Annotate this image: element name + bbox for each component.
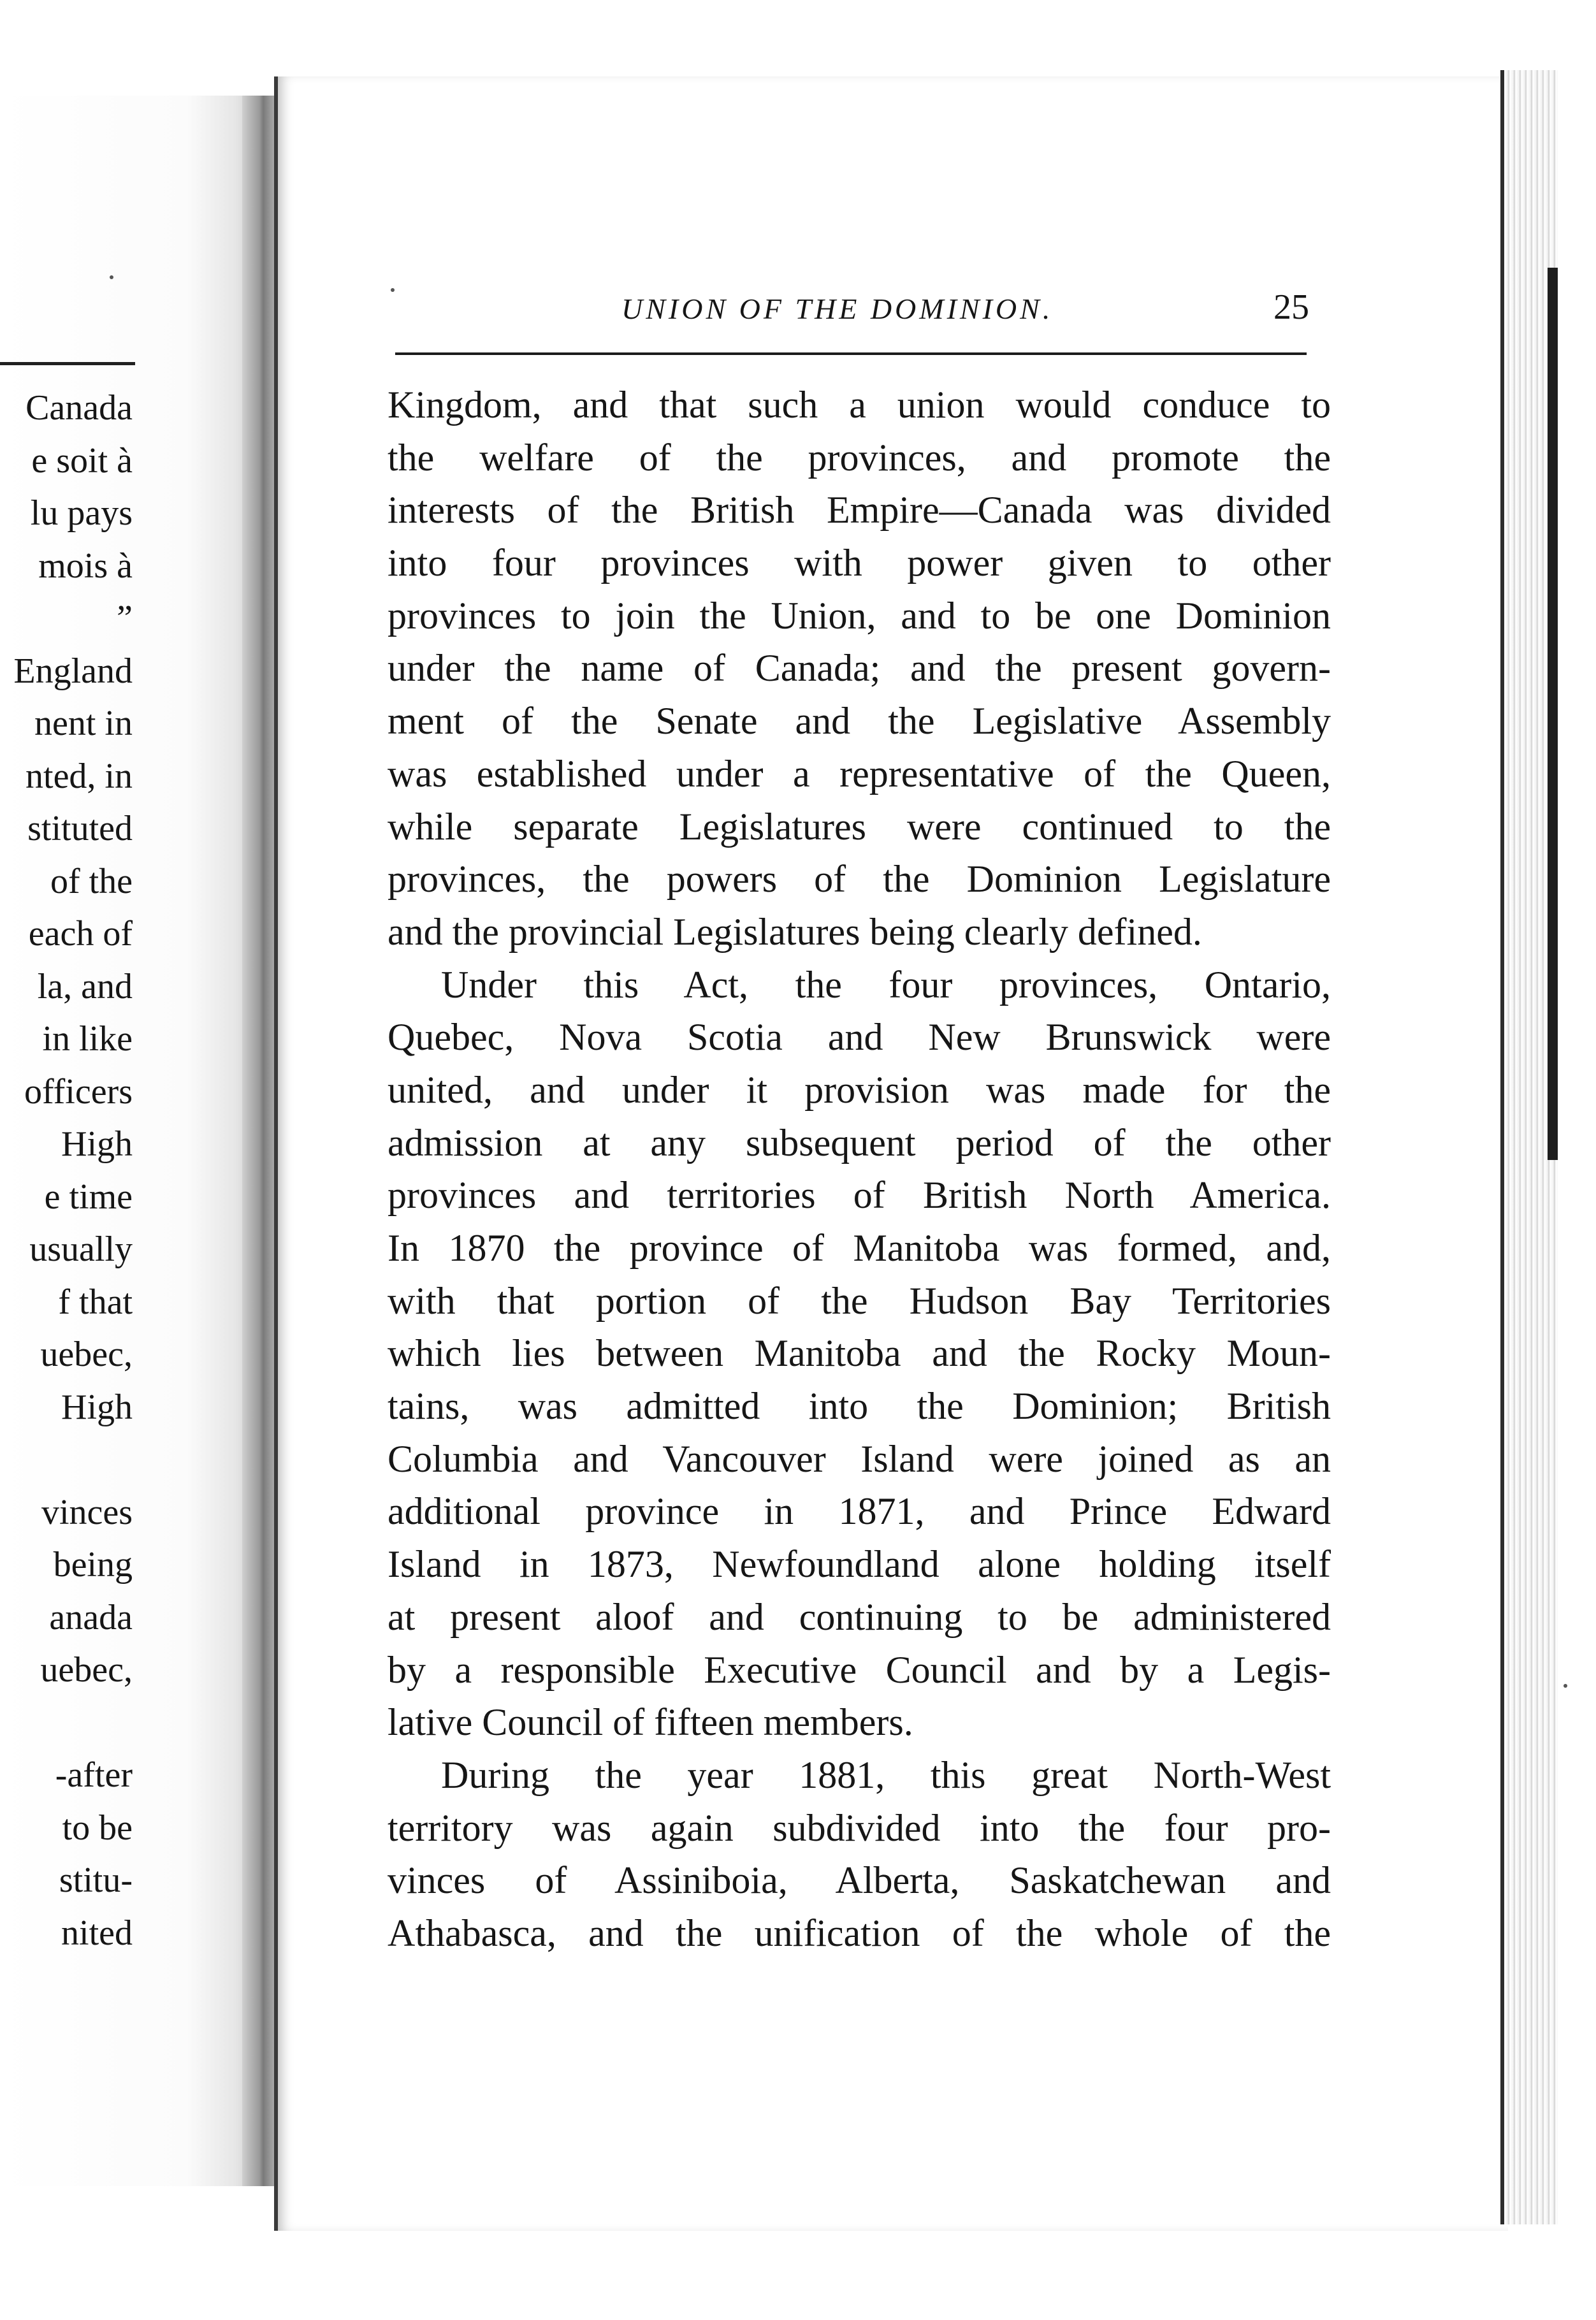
text-line: ment of the Senate and the Legislative Assembly [388, 700, 1331, 743]
text-line: which lies between Manitoba and the Rocky Moun- [388, 1332, 1331, 1375]
left-page-line: uebec, [40, 1335, 133, 1374]
header-rule [395, 352, 1307, 355]
left-page-line: la, and [37, 966, 133, 1006]
left-page-line: of the [50, 861, 133, 901]
text-line: Under this Act, the four provinces, Ontario, [441, 963, 1331, 1006]
left-page-line: e time [44, 1177, 133, 1217]
text-line: additional province in 1871, and Prince Edward [388, 1490, 1331, 1533]
left-page-line: High [61, 1124, 133, 1164]
left-page-line: High [61, 1387, 133, 1427]
text-line: under the name of Canada; and the present govern- [388, 647, 1331, 690]
left-page-line: mois à [38, 546, 133, 586]
text-line: During the year 1881, this great North-West [441, 1753, 1331, 1796]
text-line: and the provincial Legislatures being clearly defined. [388, 910, 1202, 953]
left-facing-page [0, 96, 268, 2186]
running-title: UNION OF THE DOMINION. [621, 293, 1054, 325]
left-page-line: ” [117, 598, 133, 638]
left-page-line: nited [61, 1913, 133, 1953]
left-page-line: Canada [25, 388, 133, 428]
speck [1563, 1684, 1567, 1688]
left-page-line: stitu- [59, 1860, 133, 1900]
text-line: lative Council of fifteen members. [388, 1701, 913, 1744]
left-page-line: anada [49, 1597, 133, 1637]
left-page-line: f that [58, 1282, 133, 1322]
left-page-line: England [13, 651, 133, 691]
text-line: tains, was admitted into the Dominion; British [388, 1385, 1331, 1428]
text-line: united, and under it provision was made for the [388, 1068, 1331, 1111]
paragraph [388, 959, 1331, 1749]
left-header-rule [0, 362, 135, 365]
text-line: provinces to join the Union, and to be one Dominion [388, 594, 1331, 637]
left-page-line: nent in [34, 704, 133, 743]
text-line: In 1870 the province of Manitoba was formed, and, [388, 1227, 1331, 1269]
left-page-line: vinces [41, 1492, 133, 1532]
left-page-line: lu pays [30, 493, 133, 533]
text-line: at present aloof and continuing to be administered [388, 1595, 1331, 1638]
text-line: vinces of Assiniboia, Alberta, Saskatchewan and [388, 1859, 1331, 1902]
left-page-line: uebec, [40, 1650, 133, 1690]
text-line: the welfare of the provinces, and promote the [388, 436, 1331, 479]
text-line: provinces, the powers of the Dominion Legislature [388, 858, 1331, 901]
text-line: admission at any subsequent period of the other [388, 1121, 1331, 1164]
left-page-line: in like [42, 1019, 133, 1059]
text-line: while separate Legislatures were continued to the [388, 805, 1331, 848]
text-line: Kingdom, and that such a union would conduce to [388, 384, 1331, 426]
left-page-line: nted, in [25, 756, 133, 796]
text-line: Columbia and Vancouver Island were joined as an [388, 1437, 1331, 1480]
text-line: provinces and territories of British North America. [388, 1174, 1331, 1217]
text-line: Athabasca, and the unification of the whole of the [388, 1911, 1331, 1954]
text-line: with that portion of the Hudson Bay Territories [388, 1279, 1331, 1322]
body-text [388, 379, 1331, 1960]
text-line: Island in 1873, Newfoundland alone holding itself [388, 1543, 1331, 1586]
paragraph [388, 379, 1331, 959]
left-page-line: officers [24, 1071, 133, 1112]
left-page-line: each of [28, 914, 133, 953]
page-number: 25 [1273, 287, 1309, 327]
text-line: by a responsible Executive Council and by a Legis- [388, 1648, 1331, 1691]
left-page-line: being [53, 1545, 133, 1584]
left-page-line: to be [62, 1808, 133, 1848]
left-page-line: stituted [27, 809, 133, 848]
text-line: Quebec, Nova Scotia and New Brunswick were [388, 1016, 1331, 1059]
speck [391, 288, 395, 292]
text-line: territory was again subdivided into the four pro- [388, 1806, 1331, 1849]
left-page-line: usually [29, 1229, 133, 1269]
left-page-line: e soit à [31, 440, 133, 481]
text-line: was established under a representative of the Queen, [388, 752, 1331, 795]
left-page-line: -after [55, 1755, 133, 1795]
page-edge-shadow [1548, 268, 1558, 1160]
speck [110, 275, 113, 279]
paragraph [388, 1749, 1331, 1960]
text-line: interests of the British Empire—Canada was divided [388, 489, 1331, 532]
text-line: into four provinces with power given to other [388, 542, 1331, 584]
